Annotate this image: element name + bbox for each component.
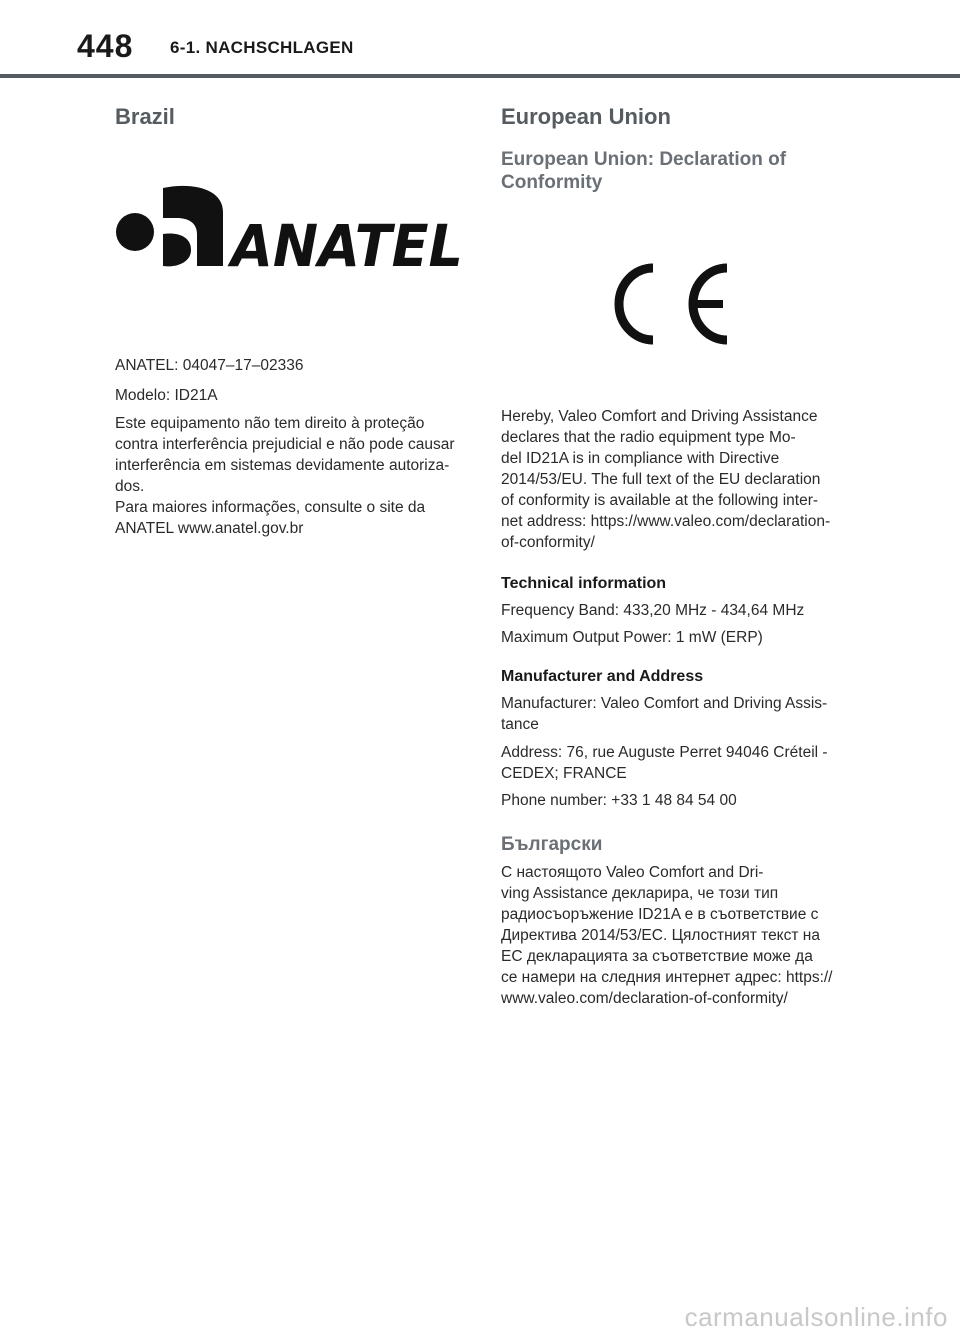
eu-heading: European Union xyxy=(501,104,671,129)
anatel-logo xyxy=(115,182,465,282)
watermark: carmanualsonline.info xyxy=(684,1302,948,1332)
address: Address: 76, rue Auguste Perret 94046 Créteil - CEDEX; FRANCE xyxy=(501,744,828,782)
phone-number: Phone number: +33 1 48 84 54 00 xyxy=(501,792,737,809)
eu-declaration-heading: European Union: Declaration of Conformity xyxy=(501,149,787,193)
output-power: Maximum Output Power: 1 mW (ERP) xyxy=(501,629,763,646)
manufacturer: Manufacturer: Valeo Comfort and Driving Assis- tance xyxy=(501,695,828,733)
brazil-column xyxy=(115,98,465,539)
ce-mark-icon xyxy=(501,254,846,354)
page-header xyxy=(0,0,960,78)
anatel-logo-text: ANATEL xyxy=(227,212,463,280)
anatel-notice: Este equipamento não tem direito à proteção contra interferência prejudicial e não pode causar interferência em sistemas devidamente autoriza- dos. Para maiores informações, consulte o site da ANATEL www.anatel.gov.br xyxy=(115,415,455,537)
header-rule xyxy=(0,74,960,78)
bulgarian-heading: Български xyxy=(501,834,603,855)
chapter-title: 6-1. NACHSCHLAGEN xyxy=(170,38,354,57)
frequency-band: Frequency Band: 433,20 MHz - 434,64 MHz xyxy=(501,602,805,619)
technical-info-heading: Technical information xyxy=(501,575,667,592)
manufacturer-heading: Manufacturer and Address xyxy=(501,668,704,685)
page-number: 448 xyxy=(77,28,134,64)
eu-column xyxy=(501,98,846,1009)
bulgarian-text: С настоящото Valeo Comfort and Dri- ving Assistance декларира, че този тип радиосъоръжение ID21A е в съответствие с Директива 2014/53/ЕС. Цялостният текст на ЕС декларацията за съответствие може да се намери на следния интернет адрес: https:// www.valeo.com/declaration-of-conformity/ xyxy=(501,864,833,1007)
model-number: Modelo: ID21A xyxy=(115,387,218,404)
brazil-heading: Brazil xyxy=(115,104,175,129)
anatel-code: ANATEL: 04047–17–02336 xyxy=(115,357,304,374)
eu-declaration-text: Hereby, Valeo Comfort and Driving Assistance declares that the radio equipment type Mo- del ID21A is in compliance with Directive 2014/53/EU. The full text of the EU declaration of conformity is available at the following inter- net address: https://www.valeo.com/declaration- of-conformity/ xyxy=(501,408,831,551)
